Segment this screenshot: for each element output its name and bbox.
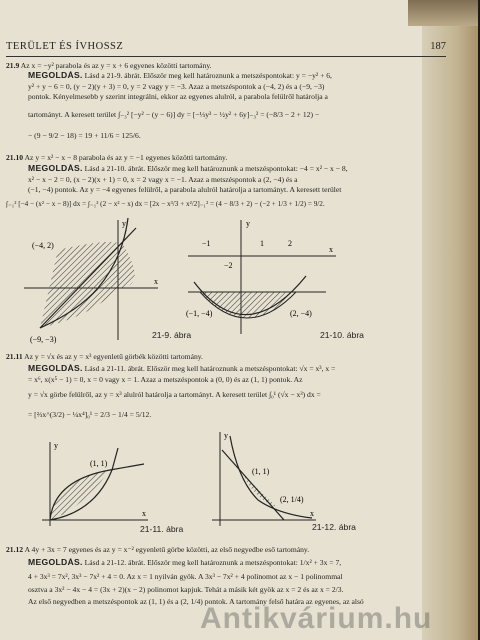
problem-21-9-solution-line: y² + y − 6 = 0, (y − 2)(y + 3) = 0, y = 2 vagy y = −3. Azaz a metszéspontok a (−4, 2) és a (−9, −3) <box>28 82 325 91</box>
problem-21-11-statement: 21.11 Az y = √x és az y = x³ egyenletű görbék közötti tartomány. <box>6 352 203 361</box>
problem-21-12-statement: 21.12 A 4y + 3x = 7 egyenes és az y = x⁻² egyenletű görbe közötti, az első negyedbe eső tartomány. <box>6 545 310 554</box>
point-label: (1, 1) <box>90 459 108 468</box>
problem-21-10-integral: ∫₋₁² [−4 − (x² − x − 8)] dx = ∫₋₁² (2 − x² − x) dx = [2x − x³/3 + x²/2]₋₁² = (4 − 8/3 + 2) − (−2 + 1/3 + 1/2) = 9/2. <box>6 200 325 208</box>
shaded-region <box>40 242 135 328</box>
figure-caption: 21-11. ábra <box>140 524 184 534</box>
problem-21-9-solution-line: MEGOLDÁS. Lásd a 21-9. ábrát. Először meg kell határoznunk a metszéspontokat: y = −y² + 6, <box>28 71 332 80</box>
problem-21-12-solution-line: MEGOLDÁS. Lásd a 21-12. ábrát. Először meg kell határoznunk a metszéspontokat: 1/x² + 3x = 7, <box>28 558 342 567</box>
tick-label: 2 <box>288 239 292 248</box>
problem-21-10-solution-line: MEGOLDÁS. Lásd a 21-10. ábrát. Először meg kell határoznunk a metszéspontokat: −4 = x² − x − 8, <box>28 164 348 173</box>
problem-21-12-solution-line: Az első negyedben a metszéspontok az (1, 1) és a (2, 1/4) pontok. A tartomány felső határa az egyenes, az alsó <box>28 597 364 606</box>
header-title: TERÜLET ÉS ÍVHOSSZ <box>6 41 124 52</box>
page-corner-shadow <box>408 0 478 26</box>
page-number: 187 <box>430 41 446 52</box>
point-label: (−9, −3) <box>30 335 57 344</box>
problem-21-9-result: − (9 − 9/2 − 18) = 19 + 11/6 = 125/6. <box>28 131 141 140</box>
point-label: (2, 1/4) <box>280 495 304 504</box>
problem-21-11-result: = [⅔x^(3/2) − ¼x⁴]₀¹ = 2/3 − 1/4 = 5/12. <box>28 410 152 419</box>
problem-21-9-solution-line: pontok. Kényelmesebb y szerint integrálni, ekkor az egyenes alulról, a parabola felülről határolja a <box>28 92 328 101</box>
problem-21-10-statement: 21.10 Az y = x² − x − 8 parabola és az y = −1 egyenes közötti tartomány. <box>6 153 228 162</box>
tick-label: −2 <box>224 261 233 270</box>
figure-21-9 <box>18 216 168 346</box>
running-header <box>6 40 446 57</box>
figure-21-12 <box>208 430 318 530</box>
problem-21-10-solution-line: x² − x − 2 = 0, (x − 2)(x + 1) = 0, x = 2 vagy x = −1. Azaz a metszéspontok a (2, −4) és a <box>28 175 298 184</box>
watermark-text: Antikvárium.hu <box>200 602 433 635</box>
point-label: (2, −4) <box>290 309 312 318</box>
tick-label: 1 <box>260 239 264 248</box>
figure-caption: 21-12. ábra <box>312 522 356 532</box>
problem-21-12-solution-line: 4 + 3x³ = 7x², 3x³ − 7x² + 4 = 0. Az x = 1 nyilván gyök. A 3x³ − 7x² + 4 polinomot az x − 1 polinommal <box>28 572 343 581</box>
problem-21-11-solution-line: MEGOLDÁS. Lásd a 21-11. ábrát. Először meg kell határoznunk a metszéspontokat: √x = x³, x = <box>28 364 336 373</box>
y-label: y <box>246 219 250 228</box>
problem-21-11-solution-line: = x⁶, x(x⁵ − 1) = 0, x = 0 vagy x = 1. Azaz a metszéspontok a (0, 0) és az (1, 1) pontok. Az <box>28 375 303 384</box>
point-label: (1, 1) <box>252 467 270 476</box>
y-label: y <box>224 431 228 440</box>
figure-caption: 21-9. ábra <box>152 330 192 340</box>
y-label: y <box>122 219 126 228</box>
tick-label: −1 <box>202 239 211 248</box>
x-label: x <box>329 245 333 254</box>
problem-21-12-solution-line: osztva a 3x² − 4x − 4 = (3x + 2)(x − 2) polinomot kapjuk. Tehát a másik két gyök az x = 2 és az x = 2/3. <box>28 585 344 594</box>
figure-21-11 <box>40 440 150 530</box>
point-label: (−4, 2) <box>32 241 54 250</box>
y-label: y <box>54 441 58 450</box>
x-label: x <box>154 277 158 286</box>
problem-21-9-integral: tartományt. A keresett terület ∫₋₃² [−y² − (y − 6)] dy = [−⅓y³ − ½y² + 6y]₋₃² = (−8/3 − 2 + 12) − <box>28 110 320 119</box>
problem-21-9-statement: 21.9 Az x = −y² parabola és az y = x + 6 egyenes közötti tartomány. <box>6 61 212 70</box>
figure-caption: 21-10. ábra <box>320 330 364 340</box>
problem-21-10-solution-line: (−1, −4) pontok. Az y = −4 egyenes felülről, a parabola alulról határolja a tartományt. A keresett terület <box>28 185 342 194</box>
x-label: x <box>310 509 314 518</box>
figure-21-10 <box>186 216 336 336</box>
problem-21-11-solution-line: y = √x görbe felülről, az y = x³ alulról határolja a tartományt. A keresett terület ∫₀¹ (√x − x³) dx = <box>28 390 321 399</box>
point-label: (−1, −4) <box>186 309 213 318</box>
x-label: x <box>142 509 146 518</box>
